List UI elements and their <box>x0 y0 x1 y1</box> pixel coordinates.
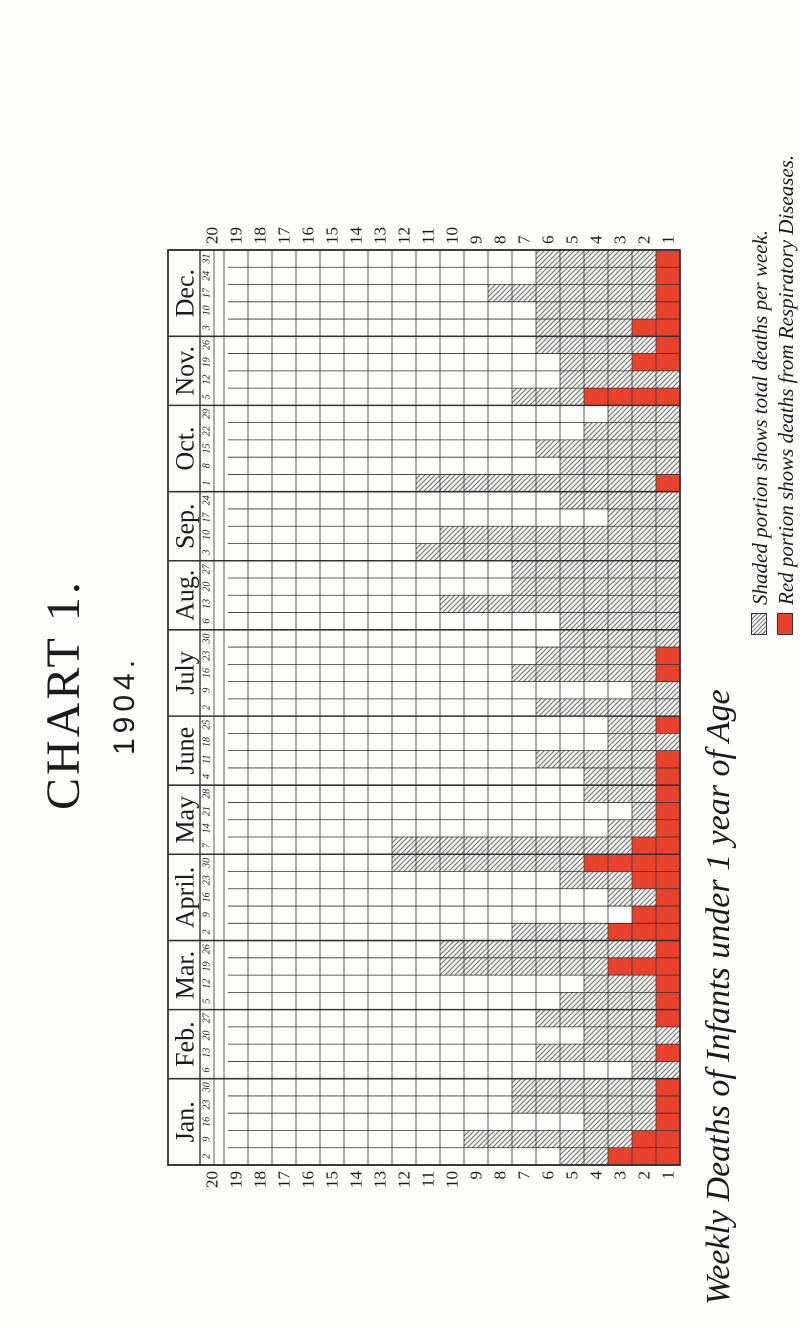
count-tick-label: 7 <box>514 1171 534 1180</box>
count-tick-label: 11 <box>418 227 438 244</box>
count-tick-label: 11 <box>418 1171 438 1188</box>
bar-respiratory <box>656 336 680 353</box>
bar-respiratory <box>656 820 680 837</box>
week-label: 21 <box>201 806 213 817</box>
count-tick-label: 3 <box>610 1171 630 1180</box>
week-label: 5 <box>201 998 213 1004</box>
week-label: 20 <box>201 581 213 592</box>
week-label: 12 <box>201 374 213 385</box>
bar-total <box>512 1096 680 1113</box>
week-label: 17 <box>201 512 213 523</box>
count-tick-label: 16 <box>298 1171 318 1188</box>
week-label: 23 <box>201 875 213 886</box>
week-label: 25 <box>201 719 213 730</box>
bar-respiratory <box>656 1096 680 1113</box>
week-label: 19 <box>201 961 213 972</box>
month-label: Oct. <box>170 426 200 471</box>
bar-respiratory <box>656 975 680 992</box>
hatch-swatch-icon <box>751 613 767 635</box>
week-label: 28 <box>201 788 213 799</box>
week-label: 30 <box>201 633 213 644</box>
page-title-block <box>36 540 156 840</box>
legend-red <box>774 155 799 635</box>
week-label: 27 <box>201 564 213 575</box>
week-label: 16 <box>201 892 213 903</box>
week-label: 30 <box>201 1082 213 1093</box>
bar-total <box>416 543 680 560</box>
legend-hatched <box>748 230 773 635</box>
week-label: 12 <box>201 978 213 989</box>
count-tick-label: 9 <box>466 235 486 244</box>
bar-respiratory <box>656 1010 680 1027</box>
count-tick-label: 18 <box>250 227 270 244</box>
bar-respiratory <box>656 285 680 302</box>
week-label: 26 <box>201 944 213 955</box>
bar-total <box>560 492 680 509</box>
week-label: 15 <box>201 443 213 454</box>
month-label: July <box>170 651 200 695</box>
bar-total <box>512 578 680 595</box>
week-label: 24 <box>201 270 213 281</box>
bar-respiratory <box>608 923 680 940</box>
legend-red-label: Red portion shows deaths from Respiratory Diseases. <box>774 154 798 605</box>
week-label: 29 <box>201 409 213 420</box>
week-label: 13 <box>201 1047 213 1058</box>
month-label: June <box>170 726 200 775</box>
week-label: 2 <box>201 705 213 710</box>
week-label: 9 <box>201 1136 213 1142</box>
bar-total <box>416 474 680 491</box>
bar-respiratory <box>656 768 680 785</box>
count-tick-label: 12 <box>394 1171 414 1188</box>
bar-respiratory <box>656 267 680 284</box>
count-tick-label: 17 <box>274 1171 294 1188</box>
month-label: Feb. <box>170 1021 200 1067</box>
bar-respiratory <box>656 889 680 906</box>
bar-total <box>608 733 680 750</box>
bar-respiratory <box>608 958 680 975</box>
chart-caption: Weekly Deaths of Infants under 1 year of Age <box>700 689 737 1305</box>
month-label: Aug. <box>170 569 200 621</box>
count-tick-label: 6 <box>538 235 558 244</box>
count-tick-label: 12 <box>394 227 414 244</box>
count-tick-label: 2 <box>634 1171 654 1180</box>
week-label: 5 <box>201 394 213 400</box>
count-tick-label: 1 <box>658 1171 678 1180</box>
month-label: Dec. <box>170 268 200 318</box>
week-label: 14 <box>201 823 213 834</box>
week-label: 26 <box>201 339 213 350</box>
year-label: 1904. <box>108 654 141 755</box>
week-label: 9 <box>201 912 213 918</box>
week-label: 2 <box>201 929 213 935</box>
week-label: 9 <box>201 687 213 693</box>
count-tick-label: 13 <box>370 227 390 244</box>
bar-total <box>608 405 680 422</box>
count-tick-label: 10 <box>442 227 462 244</box>
week-label: 18 <box>201 737 213 748</box>
bar-respiratory <box>656 1079 680 1096</box>
count-tick-label: 3 <box>610 235 630 244</box>
week-label: 10 <box>201 305 213 316</box>
week-label: 24 <box>201 495 213 506</box>
bar-respiratory <box>656 992 680 1009</box>
week-label: 6 <box>201 618 213 624</box>
week-label: 13 <box>201 598 213 609</box>
caption-block <box>700 60 800 1320</box>
bar-respiratory <box>656 250 680 267</box>
bar-total <box>512 561 680 578</box>
count-tick-label: 13 <box>370 1171 390 1188</box>
count-tick-label: 6 <box>538 1171 558 1180</box>
red-swatch-icon <box>777 613 793 635</box>
bar-respiratory <box>656 474 680 491</box>
bar-respiratory <box>656 664 680 681</box>
bar-respiratory <box>656 302 680 319</box>
count-tick-label: 4 <box>586 1171 606 1180</box>
count-tick-label: 5 <box>562 1171 582 1180</box>
week-label: 10 <box>201 529 213 540</box>
week-label: 3 <box>201 549 213 555</box>
count-tick-label: 18 <box>250 1171 270 1188</box>
count-tick-label: 2 <box>634 235 654 244</box>
count-tick-label: 14 <box>346 227 366 244</box>
bar-total <box>512 664 680 681</box>
week-label: 31 <box>201 253 213 264</box>
count-tick-label: 16 <box>298 227 318 244</box>
bar-respiratory <box>656 941 680 958</box>
count-tick-label: 19 <box>226 227 246 244</box>
count-tick-label: 15 <box>322 1171 342 1188</box>
bar-respiratory <box>656 1044 680 1061</box>
week-label: 19 <box>201 357 213 368</box>
bar-total <box>560 613 680 630</box>
bar-total <box>560 457 680 474</box>
count-tick-label: 10 <box>442 1171 462 1188</box>
week-label: 23 <box>201 650 213 661</box>
week-label: 2 <box>201 1153 213 1159</box>
week-label: 7 <box>201 843 213 849</box>
count-tick-label: 15 <box>322 227 342 244</box>
count-tick-label: 8 <box>490 1171 510 1180</box>
count-tick-label: 5 <box>562 235 582 244</box>
month-label: Jan. <box>170 1101 200 1143</box>
bar-respiratory <box>608 1148 680 1165</box>
week-label: 30 <box>201 857 213 868</box>
week-label: 3 <box>201 325 213 331</box>
week-label: 22 <box>201 426 213 437</box>
week-label: 8 <box>201 463 213 469</box>
count-tick-label: 20 <box>202 227 222 244</box>
bar-respiratory <box>656 785 680 802</box>
bar-respiratory <box>656 802 680 819</box>
week-label: 27 <box>201 1013 213 1024</box>
month-label: May <box>170 795 200 844</box>
week-label: 1 <box>201 480 213 486</box>
week-label: 20 <box>201 1030 213 1041</box>
bar-total <box>608 509 680 526</box>
month-label: Nov. <box>170 346 200 396</box>
bar-total <box>512 1079 680 1096</box>
count-tick-label: 1 <box>658 235 678 244</box>
month-label: Sep. <box>170 503 200 549</box>
bar-total <box>560 630 680 647</box>
page-title: CHART 1. <box>37 579 90 810</box>
week-label: 16 <box>201 667 213 678</box>
week-label: 23 <box>201 1099 213 1110</box>
count-tick-label: 19 <box>226 1171 246 1188</box>
bar-respiratory <box>656 751 680 768</box>
week-label: 17 <box>201 288 213 299</box>
count-tick-label: 9 <box>466 1171 486 1180</box>
week-label: 16 <box>201 1116 213 1127</box>
count-tick-label: 7 <box>514 235 534 244</box>
week-label: 4 <box>201 774 213 780</box>
week-label: 6 <box>201 1067 213 1073</box>
count-tick-label: 20 <box>202 1171 222 1188</box>
bar-respiratory <box>656 647 680 664</box>
week-label: 11 <box>201 754 213 764</box>
bar-total <box>560 371 680 388</box>
bar-respiratory <box>656 1113 680 1130</box>
legend-hatched-label: Shaded portion shows total deaths per week. <box>748 229 772 605</box>
month-label: April. <box>170 866 200 929</box>
count-tick-label: 8 <box>490 235 510 244</box>
month-label: Mar. <box>170 950 200 1000</box>
count-tick-label: 14 <box>346 1171 366 1188</box>
count-tick-label: 4 <box>586 235 606 244</box>
count-tick-label: 17 <box>274 227 294 244</box>
bar-respiratory <box>656 716 680 733</box>
